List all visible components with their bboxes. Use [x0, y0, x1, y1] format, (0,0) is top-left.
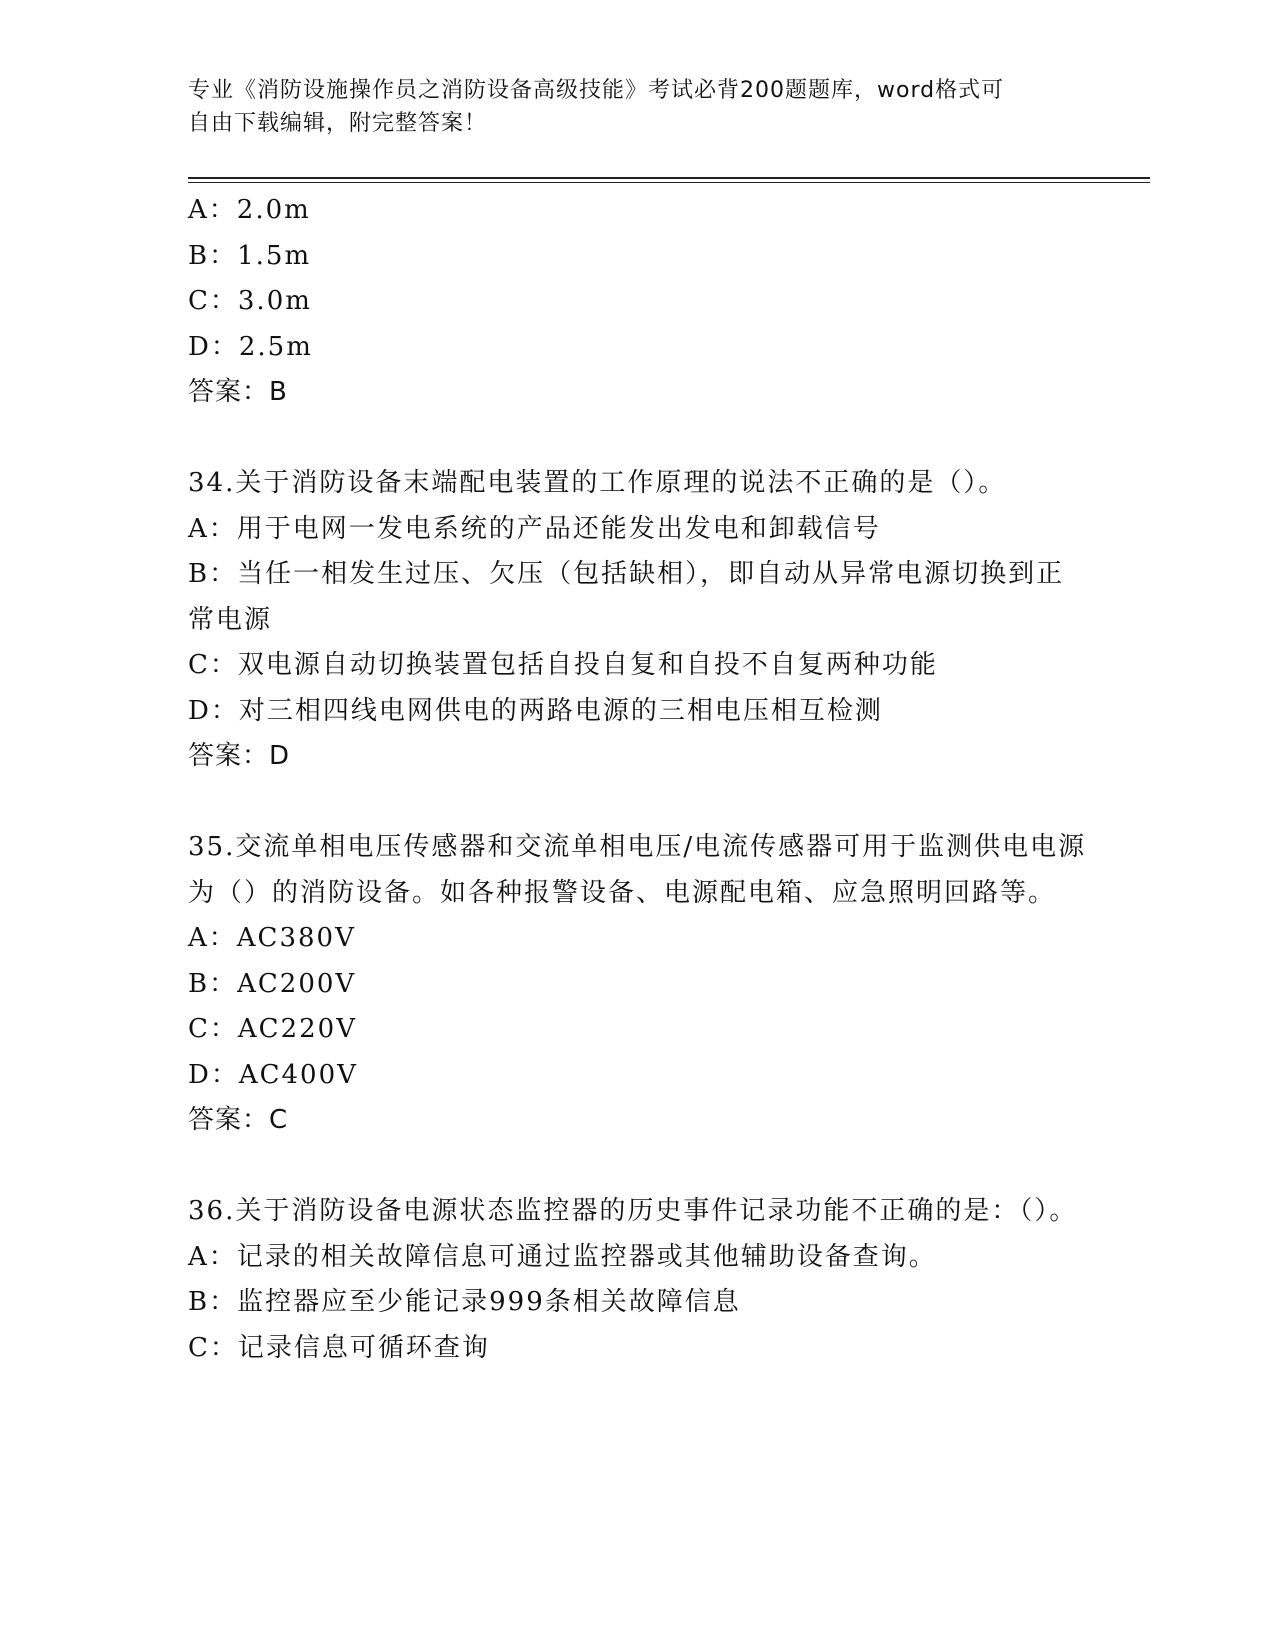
answer: 答案：B	[188, 377, 288, 407]
option-b: B：AC200V	[188, 968, 357, 999]
option-b: B：1.5m	[188, 240, 312, 271]
option-a: A：AC380V	[188, 923, 356, 953]
option-a: A：记录的相关故障信息可通过监控器或其他辅助设备查询。	[188, 1241, 937, 1272]
option-c: C：AC220V	[188, 1014, 357, 1044]
option-a: A：2.0m	[188, 195, 311, 225]
answer: 答案：D	[188, 741, 291, 771]
question-block-33	[188, 188, 1088, 416]
option-b: B：监控器应至少能记录999条相关故障信息	[188, 1287, 741, 1317]
header-divider	[188, 177, 1150, 179]
option-d: D：AC400V	[188, 1059, 358, 1090]
question-stem: 36.关于消防设备电源状态监控器的历史事件记录功能不正确的是：（）。	[188, 1196, 1078, 1226]
option-c: C：3.0m	[188, 286, 312, 316]
question-stem: 35.交流单相电压传感器和交流单相电压/电流传感器可用于监测供电电源为（）的消防设备。如各种报警设备、电源配电箱、应急照明回路等。	[188, 832, 1087, 908]
option-b: B：当任一相发生过压、欠压（包括缺相），即自动从异常电源切换到正常电源	[188, 559, 1065, 635]
question-block-34	[188, 461, 1088, 780]
question-block-35	[188, 825, 1088, 1144]
page-header	[188, 74, 1088, 140]
header-divider-thin	[188, 182, 1150, 183]
option-d: D：2.5m	[188, 331, 313, 362]
option-c: C：记录信息可循环查询	[188, 1332, 490, 1363]
question-block-36	[188, 1189, 1088, 1371]
option-c: C：双电源自动切换装置包括自投自复和自投不自复两种功能	[188, 650, 938, 680]
header-line-2: 自由下载编辑，附完整答案！	[188, 111, 488, 136]
question-list	[188, 188, 1088, 1371]
option-a: A：用于电网一发电系统的产品还能发出发电和卸载信号	[188, 513, 881, 544]
answer: 答案：C	[188, 1105, 289, 1135]
header-line-1: 专业《消防设施操作员之消防设备高级技能》考试必背200题题库，word格式可	[188, 78, 1005, 103]
question-stem: 34.关于消防设备末端配电装置的工作原理的说法不正确的是（）。	[188, 468, 1007, 498]
option-d: D：对三相四线电网供电的两路电源的三相电压相互检测	[188, 695, 883, 726]
